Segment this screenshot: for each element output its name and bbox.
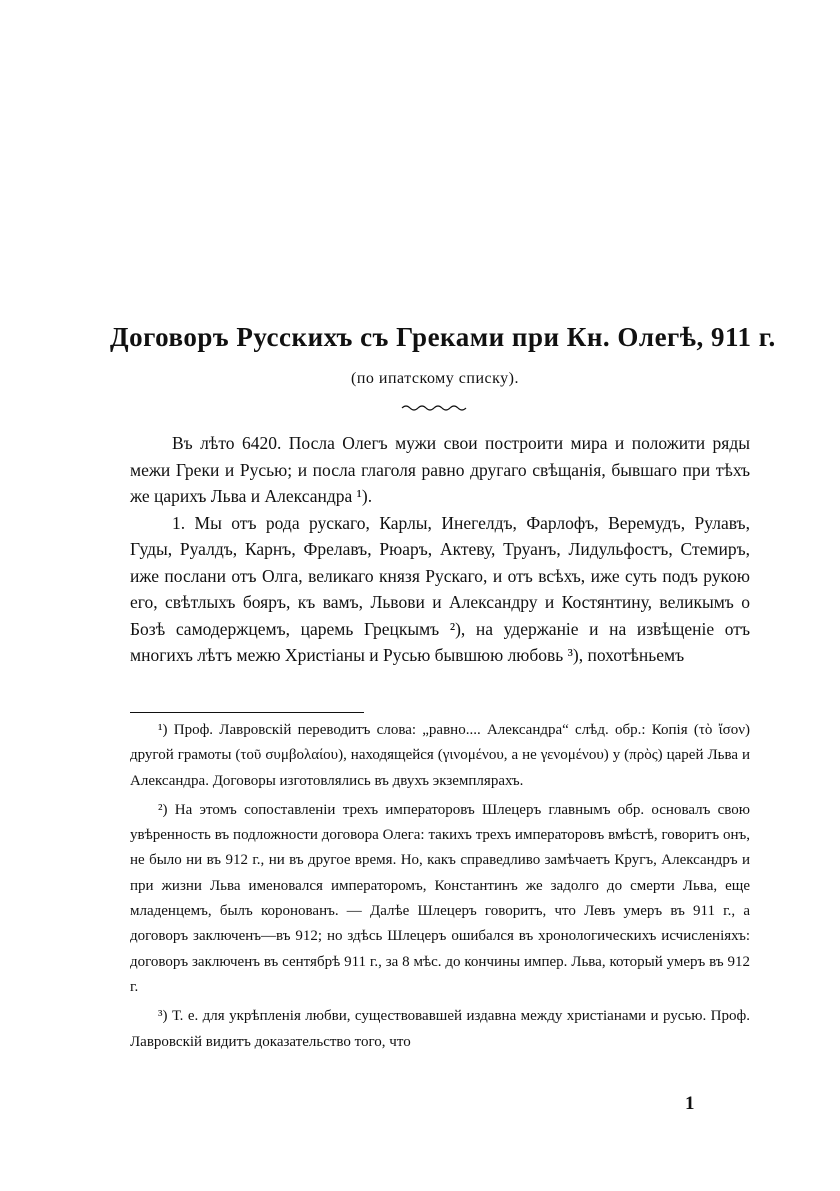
- footnote-3: [130, 1004, 750, 1055]
- footnote-3-mark: ³): [158, 1008, 168, 1025]
- footnotes: [130, 718, 750, 1059]
- paragraph-article-1: 1. Мы отъ рода рускаго, Карлы, Инегелдъ, Фарлофъ, Веремудъ, Рулавъ, Гуды, Руалдъ, Карнъ, Фрелавъ, Рюаръ, Актеву, Труанъ, Лидульфостъ, Стемиръ, иже послани отъ Олга, великаго князя Рускаго, и отъ всѣхъ, иже суть подъ рукою его, свѣтлыхъ бояръ, къ вамъ, Львови и Александру и Костянтину, великымъ о Бозѣ самодержцемъ, царемь Грецкымъ ²), на удержаніе и на извѣщеніе отъ многихъ лѣтъ межю Христіаны и Русью бывшюю любовь ³), похотѣньемъ: [130, 512, 750, 665]
- paragraph-intro: Въ лѣто 6420. Посла Олегъ мужи свои построити мира и положити ряды межи Греки и Русью; и посла глаголя равно другаго свѣщанія, бывшаго при тѣхъ же царихъ Льва и Александра ¹).: [130, 433, 750, 506]
- footnote-1-text: Проф. Лавровскій переводитъ слова: „равно.... Александра“ слѣд. обр.: Копія (τὸ ἴσον) другой грамоты (τοῦ συμβολαίου), находящейся (γινομένου, а не γενομένου) у (πρὸς) царей Льва и Александра. Договоры изготовлялись въ двухъ экземплярахъ.: [130, 722, 750, 789]
- ornament-divider: [400, 403, 470, 413]
- footnote-2-mark: ²): [158, 801, 168, 818]
- footnote-1-mark: ¹): [158, 722, 168, 738]
- footnote-2: [130, 798, 750, 1000]
- page-number: 1: [685, 1093, 695, 1114]
- footnote-separator: [130, 712, 364, 713]
- footnote-3-text: Т. е. для укрѣпленія любви, существовавшей издавна между христіанами и русью. Проф. Лавровскій видитъ доказательство того, что: [130, 1008, 750, 1050]
- main-text: [130, 430, 750, 669]
- footnote-1: [130, 718, 750, 794]
- page-title: Договоръ Русскихъ съ Греками при Кн. Олегѣ, 911 г.: [110, 322, 776, 352]
- footnote-2-text: На этомъ сопоставленіи трехъ императоровъ Шлецеръ главнымъ обр. основалъ свою увѣренность въ подложности договора Олега: такихъ трехъ императоровъ вмѣстѣ, говоритъ онъ, не было ни въ 912 г., ни въ другое время. Но, какъ справедливо замѣчаетъ Кругъ, Александръ и при жизни Льва именовался императоромъ, Константинъ же задолго до смерти Льва, еще младенцемъ, былъ коронованъ. — Далѣе Шлецеръ говоритъ, что Левъ умеръ въ 911 г., а договоръ заключенъ—въ 912; но здѣсь Шлецеръ ошибался въ хронологическихъ исчисленіяхъ: договоръ заключенъ въ сентябрѣ 911 г., за 8 мѣс. до кончины импер. Льва, который умеръ въ 912 г.: [130, 801, 750, 995]
- page-subtitle: (по ипатскому списку).: [351, 370, 519, 387]
